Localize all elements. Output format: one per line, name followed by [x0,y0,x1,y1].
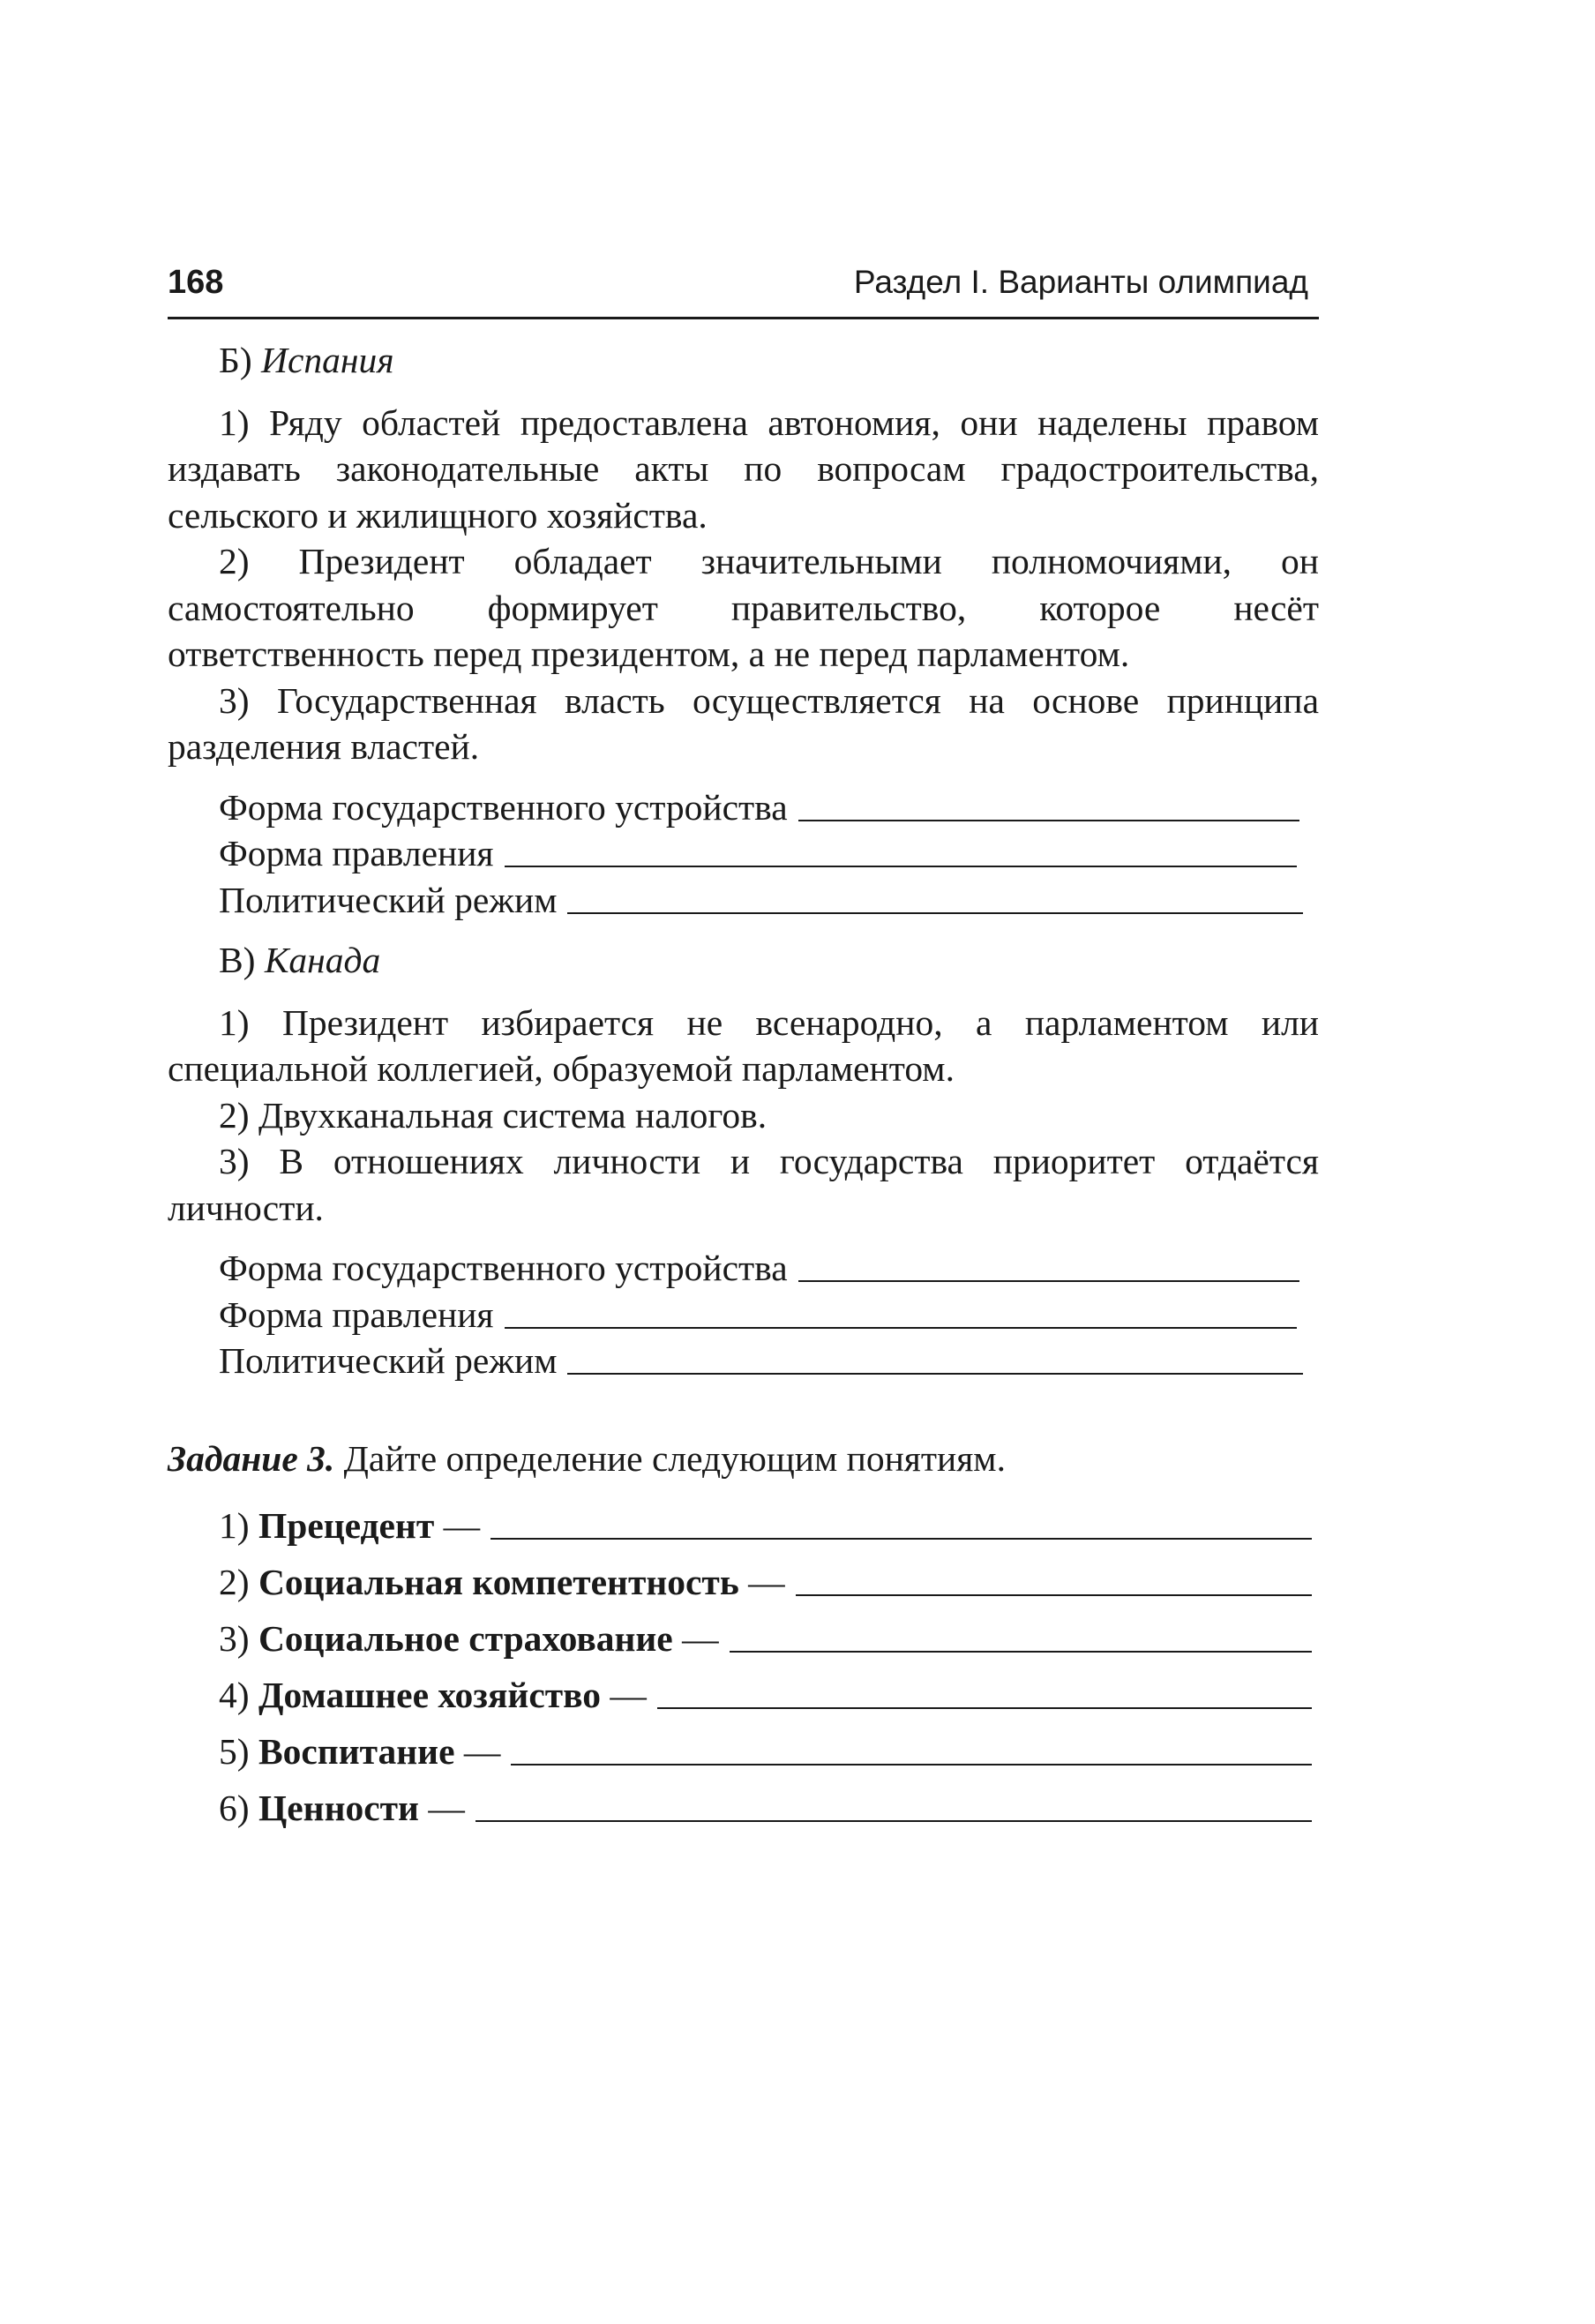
definition-blank[interactable] [730,1619,1312,1653]
statement: 3) В отношениях личности и государства приоритет отдаётся личности. [168,1141,1319,1228]
answer-field: Форма государственного устройства [168,1245,1319,1292]
task-instruction: Дайте определение следующим понятиям. [334,1437,1006,1479]
answer-blank[interactable] [798,1248,1299,1282]
page-header [168,260,1319,319]
term: Социальная компетентность [258,1562,739,1602]
term: Социальное страхование [258,1618,673,1659]
section-heading-spain: Б) Испания [219,340,394,380]
task-3-heading [168,1436,1319,1482]
answer-blank[interactable] [505,1295,1298,1329]
definition-item: 3) Социальное страхование — [168,1610,1319,1667]
definition-blank[interactable] [657,1676,1312,1709]
statement: 2) Президент обладает значительными полномочиями, он самостоятельно формирует правительство, которое несёт ответственность перед президентом, а не перед парламентом. [168,541,1319,674]
page-number: 168 [168,264,224,301]
definition-item: 6) Ценности — [168,1780,1319,1836]
section-heading-canada: В) Канада [219,940,381,980]
statement: 1) Ряду областей предоставлена автономия, они наделены правом издавать законодательные акты по вопросам градостроительства, сельского и жилищного хозяйства. [168,401,1319,536]
answer-field: Политический режим [168,877,1319,924]
answer-fields-canada [168,1245,1319,1384]
term: Прецедент [258,1505,435,1546]
answer-field: Форма правления [168,1292,1319,1338]
answer-blank[interactable] [798,788,1299,821]
definition-list [168,1497,1319,1836]
answer-blank[interactable] [567,1341,1303,1375]
definition-item: 2) Социальная компетентность — [168,1554,1319,1610]
country-name: Канада [264,940,381,980]
term: Ценности [258,1788,419,1828]
answer-field: Форма правления [168,830,1319,877]
statement: 1) Президент избирается не всенародно, а парламентом или специальной коллегией, образуемой парламентом. [168,1001,1319,1089]
term: Воспитание [258,1731,455,1772]
term: Домашнее хозяйство [258,1675,602,1715]
country-name: Испания [261,340,394,380]
page-content [168,337,1319,1836]
definition-item: 1) Прецедент — [168,1497,1319,1554]
answer-blank[interactable] [505,834,1298,867]
running-head: Раздел I. Варианты олимпиад [853,264,1308,300]
answer-fields-spain [168,784,1319,924]
definition-blank[interactable] [476,1788,1312,1822]
definition-blank[interactable] [511,1732,1312,1765]
definition-blank[interactable] [490,1506,1312,1540]
statement: 2) Двухканальная система налогов. [219,1094,768,1136]
definition-item: 5) Воспитание — [168,1723,1319,1780]
answer-field: Политический режим [168,1338,1319,1384]
definition-blank[interactable] [796,1563,1312,1596]
task-label: Задание 3. [168,1437,335,1479]
statement: 3) Государственная власть осуществляется на основе принципа разделения властей. [168,679,1319,767]
definition-item: 4) Домашнее хозяйство — [168,1667,1319,1723]
answer-blank[interactable] [567,881,1303,914]
answer-field: Форма государственного устройства [168,784,1319,831]
